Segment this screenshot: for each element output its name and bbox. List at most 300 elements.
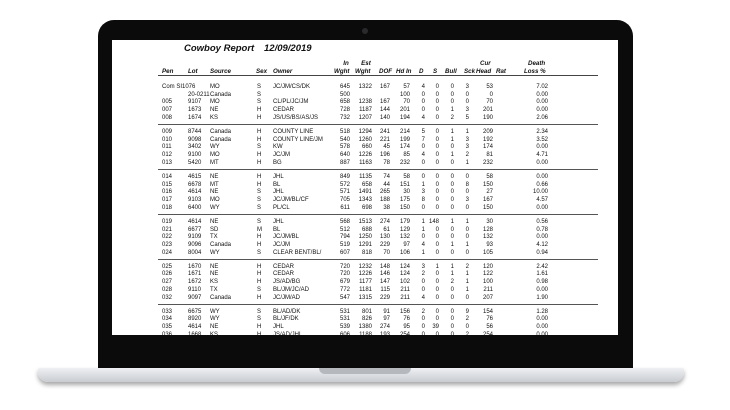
cell-in-wght: 640 <box>339 152 350 158</box>
cell-sck: 1 <box>465 286 469 293</box>
table-row <box>112 137 618 145</box>
cell-bull: 1 <box>450 107 454 114</box>
cell-pen: 026 <box>162 271 173 278</box>
cell-sck: 2 <box>465 331 469 335</box>
cell-lot: 8744 <box>188 128 202 135</box>
cell-cur-head: 27 <box>486 189 493 196</box>
cell-d: 4 <box>421 241 425 248</box>
cell-dof: 241 <box>379 128 390 135</box>
cell-dof: 38 <box>383 204 390 211</box>
table-row <box>112 287 618 295</box>
cell-source: TX <box>210 286 218 293</box>
cell-s: 0 <box>435 331 439 335</box>
cell-death-loss: 0.00 <box>536 234 548 241</box>
cell-pen: 024 <box>162 249 173 256</box>
cell-lot: 9100 <box>188 152 202 158</box>
cell-est-wght: 1163 <box>359 159 372 166</box>
cell-d: 0 <box>421 144 425 151</box>
cell-hd-in: 58 <box>403 173 410 180</box>
cell-owner: BL/JF/DK <box>273 316 299 323</box>
cell-pen: 036 <box>162 331 173 335</box>
cell-source: Canada <box>210 294 232 301</box>
cell-lot: 6400 <box>188 204 202 211</box>
cell-death-loss: 0.00 <box>536 173 548 180</box>
cell-d: 8 <box>421 196 425 203</box>
cell-lot: 9097 <box>188 294 202 301</box>
cell-s: 0 <box>435 241 439 248</box>
group-divider <box>158 169 598 173</box>
cell-s: 0 <box>435 316 439 323</box>
cell-s: 0 <box>435 91 439 98</box>
cell-cur-head: 211 <box>483 286 493 293</box>
cell-hd-in: 106 <box>399 249 410 256</box>
cell-cur-head: 122 <box>482 271 493 278</box>
cell-sex: S <box>257 308 262 315</box>
cell-dof: 45 <box>383 144 390 151</box>
cell-death-loss: 3.52 <box>536 136 548 143</box>
cell-est-wght: 1226 <box>358 271 372 278</box>
report-date: 12/09/2019 <box>264 43 312 54</box>
table-row <box>112 264 618 272</box>
cell-hd-in: 151 <box>399 181 410 188</box>
cell-lot: 1670 <box>188 263 202 270</box>
cell-est-wght: 1343 <box>358 196 372 203</box>
cell-cur-head: 100 <box>482 279 493 286</box>
cell-sex: S <box>257 196 262 203</box>
cell-bull: 1 <box>450 136 454 143</box>
cell-d: 1 <box>421 218 425 225</box>
cell-bull: 0 <box>450 84 454 90</box>
cell-s: 0 <box>435 196 439 203</box>
cell-owner: JHL <box>273 324 284 331</box>
group-divider <box>158 124 598 128</box>
cell-sck: 5 <box>465 114 469 121</box>
screen-chin <box>98 335 633 368</box>
cell-sck: 3 <box>465 107 469 114</box>
cell-sck: 1 <box>465 271 469 278</box>
cell-dof: 146 <box>379 271 390 278</box>
cell-lot: 9109 <box>188 234 202 241</box>
table-row <box>112 324 618 332</box>
cell-lot: 9098 <box>188 136 202 143</box>
cell-sck: 0 <box>465 226 469 233</box>
cell-pen: 016 <box>162 189 173 196</box>
cell-source: MO <box>210 196 220 203</box>
cell-bull: 0 <box>450 204 454 211</box>
cell-d: 0 <box>421 316 425 323</box>
cell-lot: 6678 <box>188 181 202 188</box>
cell-s: 0 <box>435 128 439 135</box>
cell-dof: 274 <box>379 324 390 331</box>
cell-in-wght: 578 <box>339 144 350 151</box>
cell-bull: 0 <box>450 189 454 196</box>
col-header-owner: Owner <box>273 68 293 75</box>
cell-est-wght: 1188 <box>359 331 372 335</box>
cell-sex: H <box>257 263 262 270</box>
cell-hd-in: 124 <box>399 271 410 278</box>
cell-cur-head: 81 <box>486 152 493 158</box>
cell-owner: CEDAR <box>273 271 295 278</box>
cell-owner: JC/JM <box>273 241 290 248</box>
cell-owner: CEDAR <box>273 107 295 114</box>
cell-bull: 0 <box>450 234 454 241</box>
cell-cur-head: 0 <box>489 91 493 98</box>
cell-lot: 5420 <box>188 159 202 166</box>
cell-lot: 4614 <box>188 189 202 196</box>
col-header-s: S <box>433 68 438 75</box>
table-row <box>112 84 618 92</box>
cell-sex: H <box>257 159 262 166</box>
cell-s: 0 <box>435 308 439 315</box>
cell-sck: 0 <box>465 249 469 256</box>
cell-dof: 78 <box>383 159 390 166</box>
cell-pen: 017 <box>162 196 173 203</box>
table-row <box>112 271 618 279</box>
cell-bull: 0 <box>450 91 454 98</box>
cell-est-wght: 1232 <box>358 263 372 270</box>
cell-owner: JC/JM/AD <box>273 294 300 301</box>
cell-lot: 8920 <box>188 316 202 323</box>
cell-est-wght: 818 <box>361 249 372 256</box>
cell-cur-head: 70 <box>486 99 493 106</box>
cell-cur-head: 209 <box>482 128 493 135</box>
cell-sex: S <box>257 218 262 225</box>
cell-source: MT <box>210 159 219 166</box>
cell-d: 4 <box>421 114 425 121</box>
cell-lot: 9110 <box>188 286 201 293</box>
cell-lot: 9103 <box>188 196 202 203</box>
cell-hd-in: 76 <box>403 316 410 323</box>
cell-dof: 61 <box>383 226 390 233</box>
cell-bull: 1 <box>450 271 454 278</box>
table-row <box>112 295 618 303</box>
cell-in-wght: 611 <box>340 204 350 211</box>
cell-sex: H <box>257 294 262 301</box>
cell-est-wght: 658 <box>361 181 372 188</box>
cell-owner: CEDAR <box>273 263 295 270</box>
cell-d: 0 <box>421 173 425 180</box>
table-row <box>112 279 618 287</box>
cell-bull: 1 <box>450 263 454 270</box>
table-row <box>112 182 618 190</box>
cell-sck: 3 <box>465 84 469 90</box>
cell-cur-head: 105 <box>482 249 493 256</box>
cell-d: 7 <box>421 136 425 143</box>
cell-dof: 196 <box>379 152 390 158</box>
table-row <box>112 234 618 242</box>
cell-lot: 1668 <box>188 331 202 335</box>
table-row <box>112 197 618 205</box>
cell-sck: 1 <box>465 159 469 166</box>
cell-in-wght: 606 <box>339 331 350 335</box>
cell-pen: 018 <box>162 204 173 211</box>
cell-source: MO <box>210 84 220 90</box>
cowboy-report <box>112 40 618 335</box>
cell-lot: 9096 <box>188 241 202 248</box>
cell-bull: 0 <box>450 249 454 256</box>
report-table-body <box>112 84 618 335</box>
cell-est-wght: 1181 <box>359 286 372 293</box>
cell-source: NE <box>210 189 219 196</box>
cell-sex: S <box>257 144 262 151</box>
cell-in-wght: 540 <box>339 136 350 143</box>
cell-dof: 91 <box>383 308 390 315</box>
cell-dof: 144 <box>379 107 390 114</box>
cell-in-wght: 849 <box>339 173 350 180</box>
cell-s: 0 <box>435 271 439 278</box>
cell-owner: JC/JM/BL/CF <box>273 196 309 203</box>
cell-hd-in: 199 <box>399 136 410 143</box>
cell-death-loss: 1.90 <box>536 294 548 301</box>
cell-death-loss: 2.06 <box>536 114 548 121</box>
cell-pen: 015 <box>162 181 173 188</box>
cell-source: MO <box>210 152 220 158</box>
cell-bull: 0 <box>450 173 454 180</box>
cell-s: 0 <box>435 234 439 241</box>
cell-s: 39 <box>432 324 439 331</box>
cell-death-loss: 1.28 <box>536 308 548 315</box>
table-row <box>112 242 618 250</box>
cell-dof: 97 <box>383 316 390 323</box>
cell-hd-in: 211 <box>400 286 410 293</box>
cell-sex: S <box>257 249 262 256</box>
col-header-in-wght-top: In <box>343 60 349 67</box>
cell-pen: 022 <box>162 234 173 241</box>
cell-bull: 1 <box>450 152 454 158</box>
cell-s: 0 <box>435 152 439 158</box>
cell-sck: 0 <box>465 91 469 98</box>
cell-est-wght: 801 <box>361 308 372 315</box>
cell-death-loss: 4.71 <box>536 152 548 158</box>
cell-dof: 188 <box>379 196 390 203</box>
cell-source: Canada <box>210 136 232 143</box>
cell-hd-in: 85 <box>403 152 410 158</box>
cell-pen: 013 <box>162 159 173 166</box>
cell-d: 1 <box>421 181 425 188</box>
cell-lot: 6677 <box>188 226 202 233</box>
cell-pen: 012 <box>162 152 173 158</box>
cell-sex: H <box>257 324 262 331</box>
cell-pen: 019 <box>162 218 173 225</box>
cell-sex: H <box>257 271 262 278</box>
cell-death-loss: 1.61 <box>536 271 548 278</box>
col-header-death: Death <box>528 60 546 67</box>
cell-d: 0 <box>421 159 425 166</box>
cell-death-loss: 0.00 <box>536 159 548 166</box>
cell-bull: 0 <box>450 331 454 335</box>
cell-est-wght: 1294 <box>358 128 372 135</box>
cell-death-loss: 0.78 <box>536 226 548 233</box>
cell-sck: 2 <box>465 263 469 270</box>
cell-in-wght: 512 <box>339 226 350 233</box>
col-header-lot: Lot <box>188 68 198 75</box>
cell-sck: 1 <box>465 128 469 135</box>
cell-death-loss: 4.12 <box>536 241 548 248</box>
cell-est-wght: 1322 <box>358 84 372 90</box>
cell-d: 0 <box>421 91 425 98</box>
cell-cur-head: 154 <box>482 308 493 315</box>
table-row <box>112 129 618 137</box>
cell-in-wght: 539 <box>339 324 350 331</box>
cell-cur-head: 192 <box>482 136 493 143</box>
cell-owner: BL <box>273 226 281 233</box>
cell-pen: 023 <box>162 241 173 248</box>
cell-bull: 0 <box>450 308 454 315</box>
cell-owner: JHL <box>273 173 284 180</box>
col-header-bull: Bull <box>445 68 457 75</box>
header-divider <box>158 75 598 76</box>
cell-owner: BL <box>273 181 281 188</box>
cell-sex: S <box>257 84 262 90</box>
col-header-dof: DOF <box>379 68 393 75</box>
cell-cur-head: 150 <box>482 181 493 188</box>
cell-death-loss: 0.66 <box>536 181 548 188</box>
cell-d: 0 <box>421 107 425 114</box>
cell-owner: CLEAR BENT/BL/ <box>273 249 322 256</box>
cell-lot: 3402 <box>188 144 202 151</box>
table-row <box>112 250 618 258</box>
cell-death-loss: 0.00 <box>536 316 548 323</box>
cell-sex: S <box>257 99 262 106</box>
cell-s: 0 <box>435 294 439 301</box>
cell-pen: 035 <box>162 324 173 331</box>
cell-s: 0 <box>435 279 439 286</box>
cell-pen: 009 <box>162 128 173 135</box>
cell-source: KS <box>210 114 219 121</box>
cell-hd-in: 97 <box>403 241 410 248</box>
report-title: Cowboy Report <box>184 43 255 54</box>
cell-est-wght: 688 <box>361 226 372 233</box>
cell-s: 1 <box>435 263 439 270</box>
cell-sck: 8 <box>465 181 469 188</box>
cell-owner: PL/CL <box>273 204 290 211</box>
cell-dof: 74 <box>383 173 390 180</box>
cell-est-wght: 1238 <box>358 99 372 106</box>
cell-pen: 034 <box>162 316 173 323</box>
cell-bull: 0 <box>450 196 454 203</box>
camera-icon <box>362 28 368 34</box>
cell-hd-in: 201 <box>399 107 410 114</box>
cell-owner: BL/JM/JC/AD <box>273 286 310 293</box>
cell-d: 1 <box>421 249 425 256</box>
table-row <box>112 174 618 182</box>
cell-sex: H <box>257 107 262 114</box>
cell-source: NE <box>210 271 219 278</box>
cell-source: WY <box>210 144 220 151</box>
cell-s: 0 <box>435 226 439 233</box>
cell-hd-in: 57 <box>403 84 410 90</box>
cell-bull: 0 <box>450 324 454 331</box>
cell-dof: 167 <box>379 84 390 90</box>
cell-lot: 1671 <box>188 271 202 278</box>
cell-cur-head: 53 <box>486 84 493 90</box>
lid-notch <box>319 368 411 374</box>
table-row <box>112 316 618 324</box>
cell-dof: 265 <box>379 189 390 196</box>
table-row <box>112 92 618 100</box>
cell-owner: JS/AD/BG <box>273 279 301 286</box>
cell-hd-in: 156 <box>399 308 410 315</box>
cell-in-wght: 572 <box>339 181 350 188</box>
table-row <box>112 160 618 168</box>
cell-pen: Com SI1076 <box>162 84 196 90</box>
cell-est-wght: 1135 <box>359 173 372 180</box>
cell-death-loss: 0.94 <box>536 249 548 256</box>
cell-sex: S <box>257 189 262 196</box>
cell-d: 0 <box>421 279 425 286</box>
col-header-d: D <box>419 68 424 75</box>
cell-sck: 0 <box>465 234 469 241</box>
cell-sck: 0 <box>465 324 469 331</box>
cell-d: 5 <box>421 128 425 135</box>
cell-death-loss: 0.00 <box>536 99 548 106</box>
cell-source: NE <box>210 324 219 331</box>
cell-in-wght: 571 <box>339 189 350 196</box>
cell-in-wght: 679 <box>339 279 350 286</box>
cell-s: 0 <box>435 189 439 196</box>
cell-cur-head: 254 <box>482 331 493 335</box>
cell-lot: 4614 <box>188 324 202 331</box>
cell-est-wght: 698 <box>361 204 372 211</box>
cell-in-wght: 772 <box>339 286 350 293</box>
cell-bull: 0 <box>450 286 454 293</box>
cell-d: 2 <box>421 271 425 278</box>
cell-sck: 2 <box>465 152 469 158</box>
group-divider <box>158 259 598 263</box>
cell-bull: 1 <box>450 218 454 225</box>
cell-d: 0 <box>421 324 425 331</box>
cell-death-loss: 2.42 <box>536 263 548 270</box>
col-header-cur: Cur <box>480 60 491 67</box>
cell-est-wght: 1380 <box>358 324 372 331</box>
table-row <box>112 205 618 213</box>
cell-sck: 9 <box>465 308 469 315</box>
cell-dof: 70 <box>383 249 390 256</box>
cell-cur-head: 174 <box>482 144 493 151</box>
cell-bull: 0 <box>450 144 454 151</box>
cell-owner: JHL <box>273 218 284 225</box>
cell-source: WY <box>210 204 220 211</box>
cell-pen: 021 <box>162 226 173 233</box>
cell-hd-in: 194 <box>399 114 410 121</box>
cell-death-loss: 0.00 <box>536 204 548 211</box>
cell-dof: 147 <box>379 279 390 286</box>
cell-sck: 2 <box>465 316 469 323</box>
cell-bull: 2 <box>450 114 454 121</box>
cell-owner: BG <box>273 159 282 166</box>
cell-dof: 130 <box>379 234 390 241</box>
cell-hd-in: 102 <box>399 279 410 286</box>
table-row <box>112 144 618 152</box>
cell-in-wght: 705 <box>339 196 350 203</box>
cell-dof: 148 <box>379 263 390 270</box>
cell-bull: 0 <box>450 181 454 188</box>
cell-d: 0 <box>421 99 425 106</box>
cell-sex: H <box>257 152 262 158</box>
cell-dof: 140 <box>379 114 390 121</box>
cell-sex: H <box>257 114 262 121</box>
cell-in-wght: 720 <box>339 271 350 278</box>
col-header-loss-pct: Loss % <box>524 68 546 75</box>
cell-in-wght: 794 <box>339 234 350 241</box>
cell-death-loss: 0.00 <box>536 107 548 114</box>
cell-s: 0 <box>435 204 439 211</box>
cell-cur-head: 167 <box>482 196 493 203</box>
cell-pen: 032 <box>162 294 173 301</box>
cell-s: 0 <box>435 99 439 106</box>
col-header-cur-head: Head <box>476 68 492 75</box>
cell-sex: H <box>257 136 262 143</box>
